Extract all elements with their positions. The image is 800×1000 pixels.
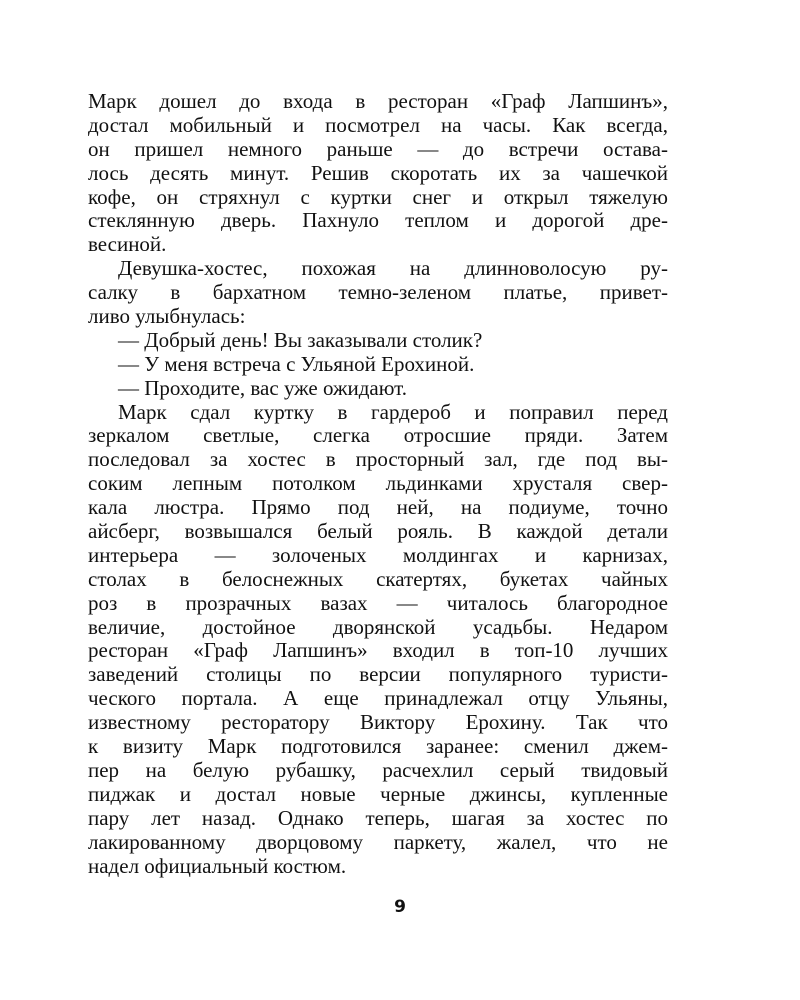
dialogue-line: — Добрый день! Вы заказывали столик? bbox=[118, 327, 483, 352]
text-line: соким лепным потолком льдинками хрусталя свер- bbox=[88, 471, 668, 496]
dialogue-line: — Проходите, вас уже ожидают. bbox=[118, 375, 407, 400]
text-line: достал мобильный и посмотрел на часы. Как всегда, bbox=[88, 112, 668, 137]
text-line: Марк дошел до входа в ресторан «Граф Лапшинъ», bbox=[88, 89, 668, 113]
text-line: зеркалом светлые, слегка отросшие пряди. Затем bbox=[88, 423, 668, 448]
text-line: к визиту Марк подготовился заранее: сменил джем- bbox=[88, 734, 668, 759]
text-line: роз в прозрачных вазах — читалось благородное bbox=[88, 590, 668, 615]
text-line: ресторан «Граф Лапшинъ» входил в топ-10 лучших bbox=[88, 638, 668, 663]
text-line: Девушка-хостес, похожая на длинноволосую ру- bbox=[118, 256, 668, 281]
body-text bbox=[88, 90, 668, 878]
text-line: кофе, он стряхнул с куртки снег и открыл тяжелую bbox=[88, 184, 668, 209]
text-line: надел официальный костюм. bbox=[88, 853, 347, 878]
text-line: лось десять минут. Решив скоротать их за чашечкой bbox=[88, 160, 668, 185]
text-line: он пришел немного раньше — до встречи остава- bbox=[88, 136, 668, 161]
text-line: интерьера — золоченых молдингах и карнизах, bbox=[88, 542, 668, 567]
dialogue-line: — У меня встреча с Ульяной Ерохиной. bbox=[118, 351, 475, 376]
text-line: стеклянную дверь. Пахнуло теплом и дорогой дре- bbox=[88, 208, 668, 233]
text-line: пару лет назад. Однако теперь, шагая за хостес по bbox=[88, 805, 668, 830]
text-line: последовал за хостес в просторный зал, где под вы- bbox=[88, 447, 668, 472]
text-line: Марк сдал куртку в гардероб и поправил перед bbox=[118, 399, 668, 424]
text-line: заведений столицы по версии популярного туристи- bbox=[88, 662, 668, 687]
text-line: весиной. bbox=[88, 232, 167, 257]
page-number: 9 bbox=[394, 897, 406, 917]
text-line: величие, достойное дворянской усадьбы. Недаром bbox=[88, 614, 668, 639]
text-line: известному ресторатору Виктору Ерохину. Так что bbox=[88, 710, 668, 735]
text-line: лакированному дворцовому паркету, жалел, что не bbox=[88, 829, 668, 854]
text-line: пиджак и достал новые черные джинсы, купленные bbox=[88, 781, 668, 806]
text-line: пер на белую рубашку, расчехлил серый твидовый bbox=[88, 757, 668, 782]
text-line: салку в бархатном темно-зеленом платье, привет- bbox=[88, 280, 668, 305]
text-line: ческого портала. А еще принадлежал отцу Ульяны, bbox=[88, 686, 668, 711]
text-line: столах в белоснежных скатертях, букетах чайных bbox=[88, 566, 668, 591]
text-line: айсберг, возвышался белый рояль. В каждой детали bbox=[88, 519, 668, 544]
text-line: кала люстра. Прямо под ней, на подиуме, точно bbox=[88, 495, 668, 520]
text-line: ливо улыбнулась: bbox=[88, 304, 246, 329]
